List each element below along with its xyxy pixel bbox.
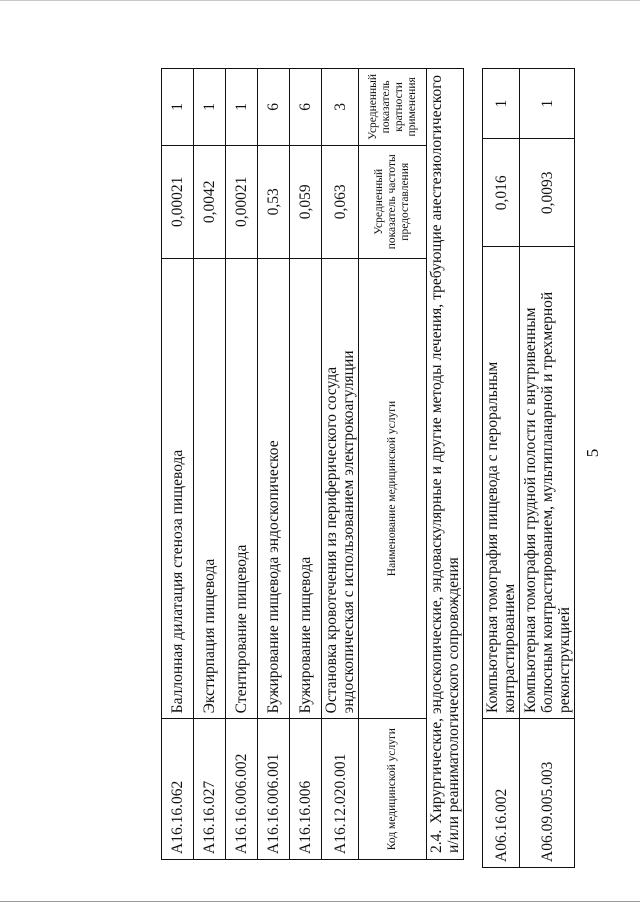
- table-row: [290, 69, 322, 860]
- service-code: A06.16.002: [483, 718, 520, 867]
- table-row: [226, 69, 258, 860]
- service-name: Стентирование пищевода: [226, 258, 258, 719]
- frequency-value: 0,0093: [520, 139, 575, 247]
- multiplicity-value: 3: [322, 69, 359, 146]
- service-code: A16.16.006: [290, 719, 322, 860]
- frequency-value: 0,00021: [162, 145, 194, 258]
- table-header-row: [359, 69, 427, 860]
- multiplicity-value: 1: [483, 69, 520, 139]
- frequency-value: 0,063: [322, 145, 359, 258]
- service-name: Остановка кровотечения из периферического сосуда эндоскопическая с использованием электрокоагуляции: [322, 258, 359, 719]
- table-row: [258, 69, 290, 860]
- section-number: 2.4.: [428, 829, 445, 853]
- service-code: A16.12.020.001: [322, 719, 359, 860]
- header-frequency: Усредненный показатель частоты предоставления: [359, 145, 427, 258]
- multiplicity-value: 1: [520, 69, 575, 139]
- frequency-value: 0,059: [290, 145, 322, 258]
- service-name: Бужирование пищевода: [290, 258, 322, 719]
- frequency-value: 0,53: [258, 145, 290, 258]
- header-multiplicity: Усредненный показатель кратности применения: [359, 69, 427, 146]
- section-title-row: [427, 69, 464, 860]
- frequency-value: 0,0042: [194, 145, 226, 258]
- service-code: A16.16.006.001: [258, 719, 290, 860]
- service-name: Компьютерная томография пищевода с пероральным контрастированием: [483, 247, 520, 719]
- service-name: Компьютерная томография грудной полости с внутривенным болюсным контрастированием, мультипланарной и трехмерной реконструкцией: [520, 247, 575, 719]
- service-name: Баллонная дилатация стеноза пищевода: [162, 258, 194, 719]
- header-code: Код медицинской услуги: [359, 719, 427, 860]
- multiplicity-value: 1: [226, 69, 258, 146]
- section-table: [161, 68, 464, 860]
- multiplicity-value: 6: [258, 69, 290, 146]
- service-code: A16.16.027: [194, 719, 226, 860]
- header-name: Наименование медицинской услуги: [359, 258, 427, 719]
- table-row: [194, 69, 226, 860]
- continuation-table: [482, 68, 575, 868]
- page-number: 5: [583, 448, 602, 458]
- service-code: A06.09.005.003: [520, 718, 575, 867]
- table-row: [162, 69, 194, 860]
- service-name: Бужирование пищевода эндоскопическое: [258, 258, 290, 719]
- table-row: [322, 69, 359, 860]
- multiplicity-value: 6: [290, 69, 322, 146]
- frequency-value: 0,016: [483, 139, 520, 247]
- service-code: A16.16.006.002: [226, 719, 258, 860]
- service-name: Экстирпация пищевода: [194, 258, 226, 719]
- table-row: [520, 69, 575, 868]
- multiplicity-value: 1: [194, 69, 226, 146]
- multiplicity-value: 1: [162, 69, 194, 146]
- frequency-value: 0,00021: [226, 145, 258, 258]
- table-row: [483, 69, 520, 868]
- section-title-text: Хирургические, эндоскопические, эндоваскулярные и другие методы лечения, требующие анестезиологического и/или реаниматологического сопровождения: [428, 75, 462, 853]
- section-title: [427, 69, 464, 860]
- service-code: A16.16.062: [162, 719, 194, 860]
